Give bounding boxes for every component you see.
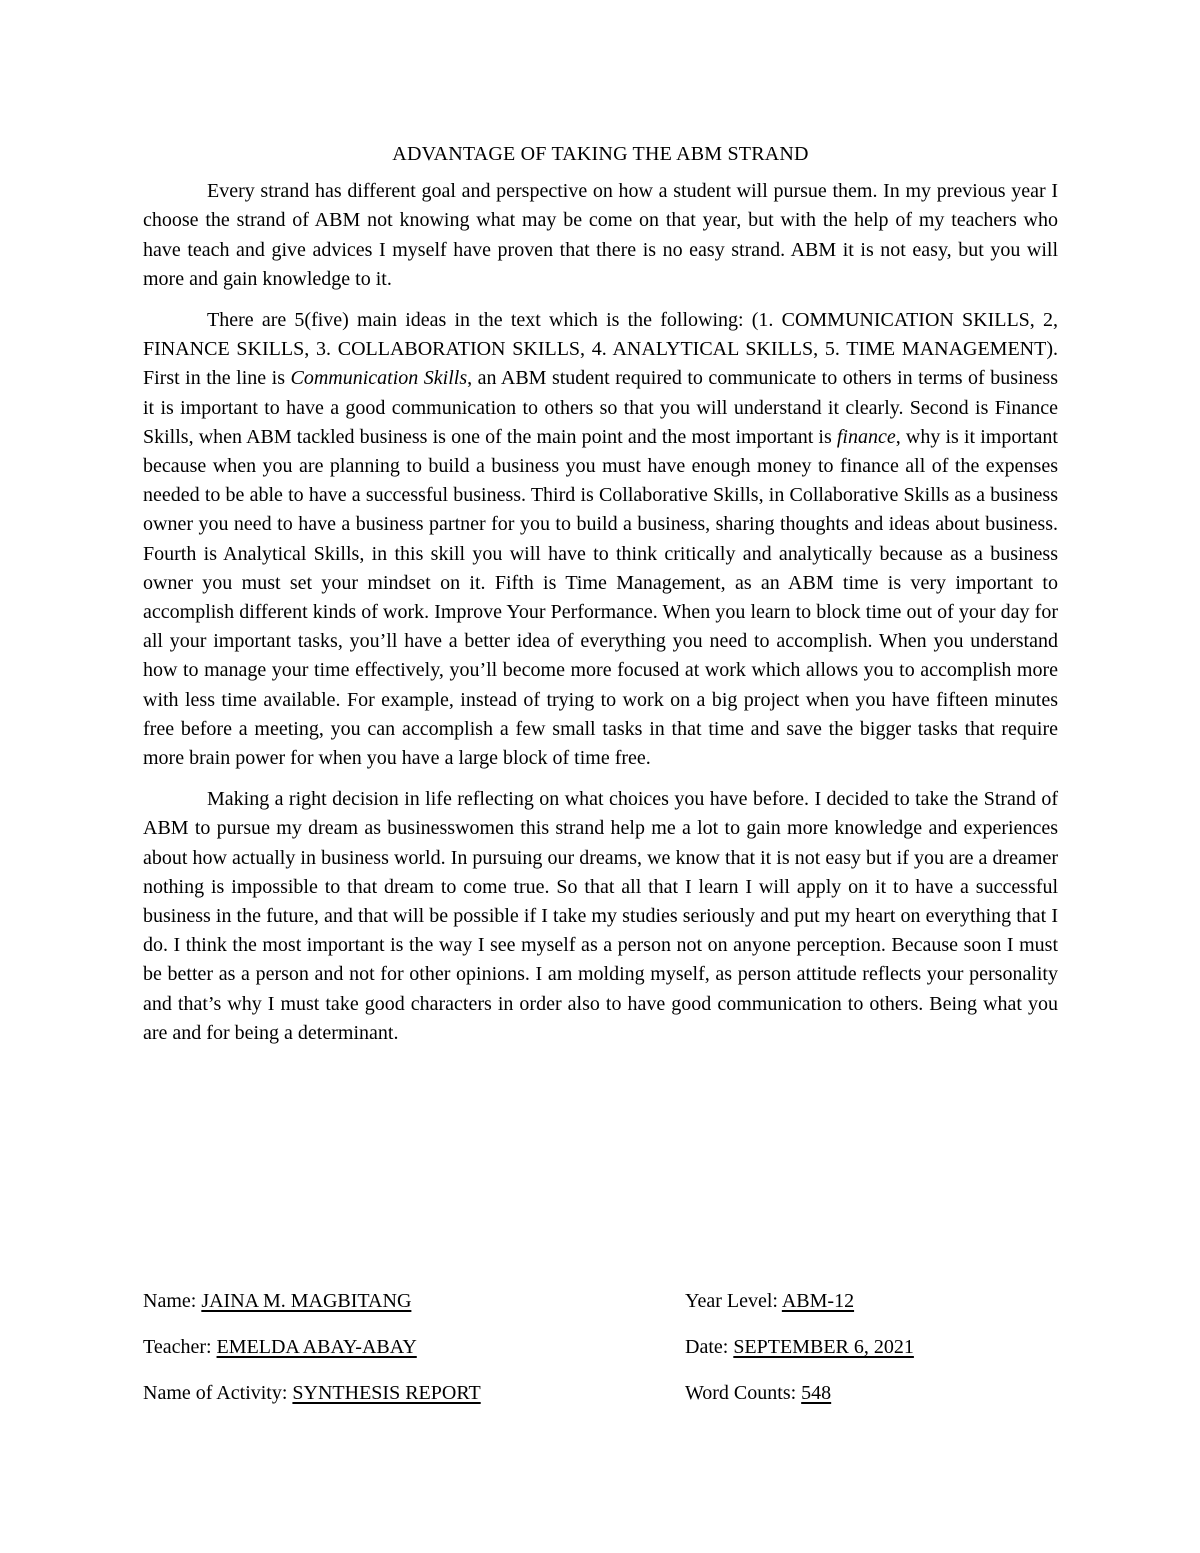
word-count-label: Word Counts: <box>685 1382 802 1404</box>
communication-skills-emphasis: Communication Skills <box>290 367 468 390</box>
document-body <box>143 140 1058 1060</box>
teacher-field <box>143 1332 417 1362</box>
year-level-field <box>685 1286 854 1316</box>
student-info-footer <box>143 1286 1058 1424</box>
year-level-label: Year Level: <box>685 1290 782 1312</box>
date-value: SEPTEMBER 6, 2021 <box>733 1336 914 1358</box>
footer-row-3 <box>143 1378 1058 1424</box>
date-label: Date: <box>685 1336 734 1358</box>
teacher-value: EMELDA ABAY-ABAY <box>216 1336 417 1358</box>
paragraph-main-ideas <box>143 306 1058 773</box>
student-name-value: JAINA M. MAGBITANG <box>201 1290 412 1312</box>
activity-value: SYNTHESIS REPORT <box>292 1382 481 1404</box>
paragraph-main-ideas-text-3: , why is it important because when you are planning to build a business you must have enough money to finance all of the expenses needed to be able to have a successful business. Third is Collaborative Skills, in Collaborative Skills as a business owner you need to have a business partner for you to build a business, sharing thoughts and ideas about business. Fourth is Analytical Skills, in this skill you will have to think critically and analytically because as a business owner you must set your mindset on it. Fifth is Time Management, as an ABM time is very important to accomplish different kinds of work. Improve Your Performance. When you learn to block time out of your day for all your important tasks, you’ll have a better idea of everything you need to accomplish. When you understand how to manage your time effectively, you’ll become more focused at work which allows you to accomplish more with less time available. For example, instead of trying to work on a big project when you have fifteen minutes free before a meeting, you can accomplish a few small tasks in that time and save the bigger tasks that require more brain power for when you have a large block of time free. <box>143 425 1058 770</box>
student-name-label: Name: <box>143 1290 202 1312</box>
year-level-value: ABM-12 <box>781 1290 855 1312</box>
finance-emphasis: finance <box>836 425 896 448</box>
paragraph-conclusion: Making a right decision in life reflecting on what choices you have before. I decided to take the Strand of ABM to pursue my dream as businesswomen this strand help me a lot to gain more knowledge and experiences about how actually in business world. In pursuing our dreams, we know that it is not easy but if you are a dreamer nothing is impossible to that dream to come true. So that all that I learn I will apply on it to have a successful business in the future, and that will be possible if I take my studies seriously and put my heart on everything that I do. I think the most important is the way I see myself as a person not on anyone perception. Because soon I must be better as a person and not for other opinions. I am molding myself, as person attitude reflects your personality and that’s why I must take good characters in order also to have good communication to others. Being what you are and for being a determinant. <box>143 788 1058 1044</box>
student-name-field <box>143 1286 411 1316</box>
activity-label: Name of Activity: <box>143 1382 293 1404</box>
activity-field <box>143 1378 481 1408</box>
word-count-value: 548 <box>801 1382 832 1404</box>
footer-row-1 <box>143 1286 1058 1332</box>
paragraph-main-ideas-text-1: There are 5(five) main ideas in the text which is the following: (1. COMMUNICATION SKILLS, 2, FINANCE SKILLS, 3. COLLABORATION SKILLS, 4. ANALYTICAL SKILLS, 5. TIME MANAGEMENT). First in the line is <box>143 309 1058 390</box>
footer-row-2 <box>143 1332 1058 1378</box>
paragraph-intro: Every strand has different goal and perspective on how a student will pursue them. In my previous year I choose the strand of ABM not knowing what may be come on that year, but with the help of my teachers who have teach and give advices I myself have proven that there is no easy strand. ABM it is not easy, but you will more and gain knowledge to it. <box>143 180 1058 290</box>
paragraph-main-ideas-text-2: , an ABM student required to communicate to others in terms of business it is important to have a good communication to others so that you will understand it clearly. Second is Finance Skills, when ABM tackled business is one of the main point and the most important is <box>143 367 1059 448</box>
word-count-field <box>685 1378 831 1408</box>
teacher-label: Teacher: <box>143 1336 217 1358</box>
document-title: ADVANTAGE OF TAKING THE ABM STRAND <box>392 143 809 165</box>
date-field <box>685 1332 914 1362</box>
